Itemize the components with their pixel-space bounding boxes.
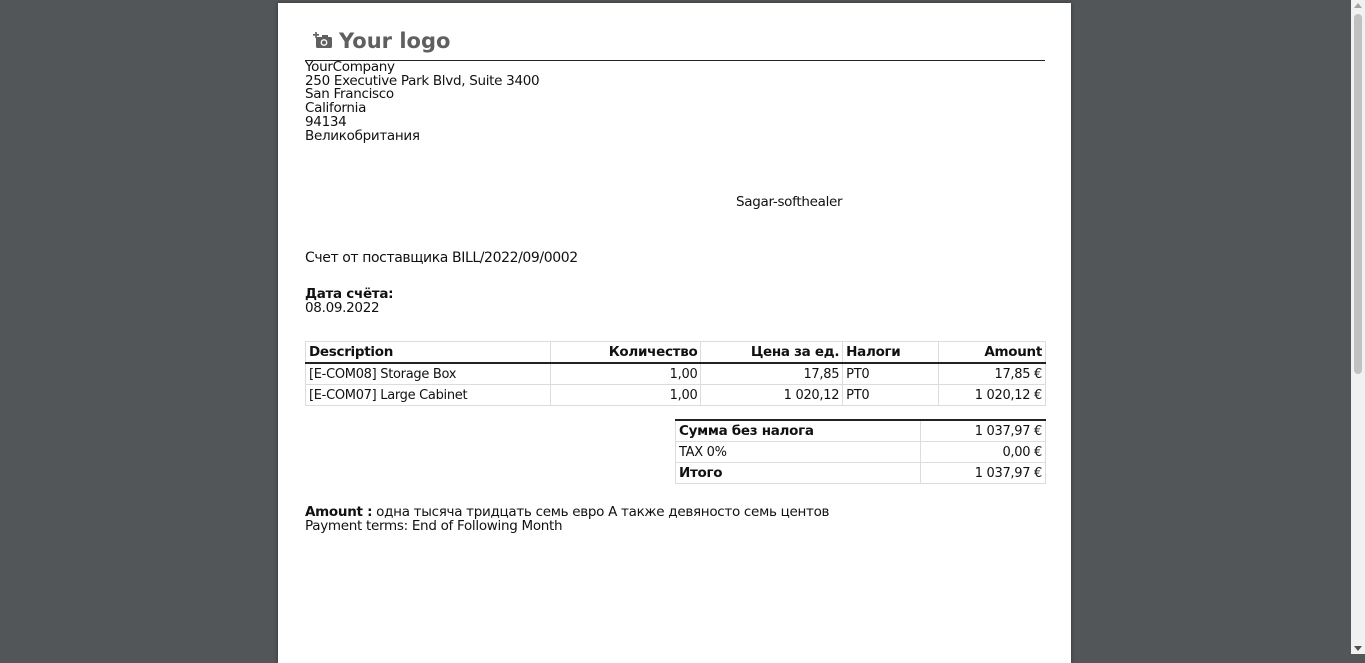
tax-value: 0,00 € (921, 442, 1046, 463)
tax-label: TAX 0% (676, 442, 921, 463)
scroll-down-arrow-icon[interactable] (1354, 646, 1362, 651)
scroll-up-arrow-icon[interactable] (1354, 3, 1362, 8)
total-label: Итого (676, 463, 921, 484)
payment-terms: Payment terms: End of Following Month (305, 518, 563, 534)
amount-words-label: Amount : (305, 504, 373, 520)
company-name: YourCompany (305, 59, 395, 75)
header-description: Description (306, 342, 551, 364)
vertical-scrollbar[interactable] (1351, 0, 1365, 654)
amount-words-text: одна тысяча тридцать семь евро А также девяносто семь центов (376, 504, 830, 520)
header-unit-price: Цена за ед. (701, 342, 843, 364)
header-amount: Amount (939, 342, 1046, 364)
table-row (306, 385, 1046, 406)
line-unit-price: 1 020,12 (701, 385, 843, 406)
line-description: [E-COM07] Large Cabinet (306, 385, 551, 406)
totals-table (675, 419, 1046, 484)
subtotal-value: 1 037,97 € (921, 420, 1046, 442)
subtotal-row (676, 420, 1046, 442)
line-amount: 1 020,12 € (939, 385, 1046, 406)
table-row (306, 363, 1046, 385)
total-row (676, 463, 1046, 484)
tax-row (676, 442, 1046, 463)
line-quantity: 1,00 (550, 385, 701, 406)
company-city: San Francisco (305, 86, 394, 103)
line-quantity: 1,00 (550, 363, 701, 385)
scrollbar-thumb[interactable] (1354, 14, 1362, 374)
company-street: 250 Executive Park Blvd, Suite 3400 (305, 72, 540, 89)
company-state: California (305, 100, 367, 117)
logo-text: Your logo (339, 29, 451, 53)
header-quantity: Количество (550, 342, 701, 364)
line-taxes: PT0 (843, 385, 939, 406)
line-description: [E-COM08] Storage Box (306, 363, 551, 385)
document-page (278, 3, 1071, 663)
company-address (305, 61, 539, 143)
invoice-lines-table (305, 341, 1046, 406)
camera-plus-icon (313, 32, 333, 50)
company-country: Великобритания (305, 127, 420, 144)
company-logo (313, 29, 450, 53)
partner-name: Sagar-softhealer (736, 194, 843, 210)
line-amount: 17,85 € (939, 363, 1046, 385)
company-zip: 94134 (305, 113, 347, 130)
line-unit-price: 17,85 (701, 363, 843, 385)
line-taxes: PT0 (843, 363, 939, 385)
header-taxes: Налоги (843, 342, 939, 364)
bill-date-value: 08.09.2022 (305, 300, 380, 316)
total-value: 1 037,97 € (921, 463, 1046, 484)
subtotal-label: Сумма без налога (676, 420, 921, 442)
bill-title: Счет от поставщика BILL/2022/09/0002 (305, 250, 578, 266)
table-header-row (306, 342, 1046, 364)
bill-date-label: Дата счёта: (305, 286, 394, 302)
